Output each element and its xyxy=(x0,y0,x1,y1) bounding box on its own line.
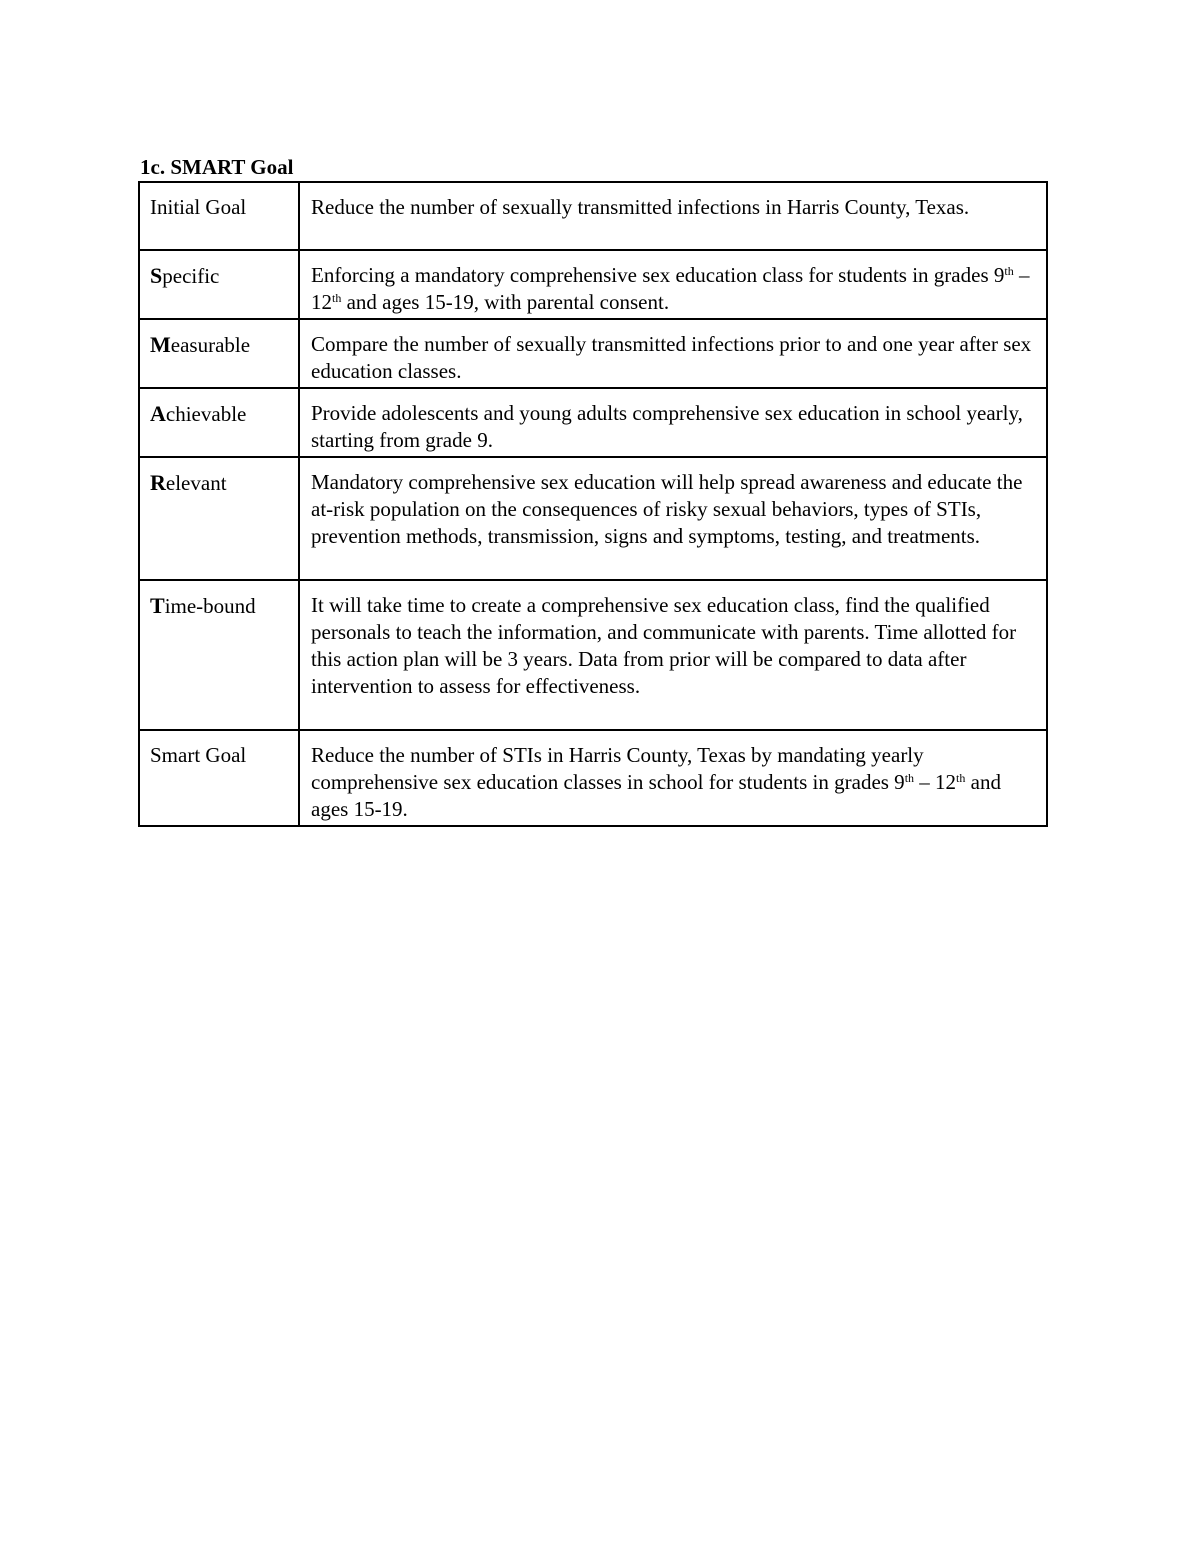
row-content-achievable: Provide adolescents and young adults comprehensive sex education in school yearly, starting from grade 9. xyxy=(299,388,1047,457)
table-row-measurable xyxy=(139,319,1047,388)
label-rest: chievable xyxy=(165,402,247,426)
row-label-achievable xyxy=(139,388,299,457)
row-content-relevant: Mandatory comprehensive sex education will help spread awareness and educate the at-risk population on the consequences of risky sexual behaviors, types of STIs, prevention methods, transmission, signs and symptoms, testing, and treatments. xyxy=(299,457,1047,580)
row-content-specific xyxy=(299,250,1047,319)
table-row-specific xyxy=(139,250,1047,319)
table-row-achievable xyxy=(139,388,1047,457)
smart-goal-table xyxy=(138,181,1048,827)
table-row-relevant xyxy=(139,457,1047,580)
label-initial-letter: M xyxy=(150,332,171,357)
label-rest: ime-bound xyxy=(164,594,256,618)
label-initial-letter: S xyxy=(150,263,163,288)
document-title: 1c. SMART Goal xyxy=(140,155,294,179)
table-row-initial-goal xyxy=(139,182,1047,250)
content-text: Reduce the number of STIs in Harris County, Texas by mandating yearly comprehensive sex education classes in school for students in grades 9 xyxy=(311,743,924,794)
table-row-smart-goal xyxy=(139,730,1047,826)
label-initial-letter: R xyxy=(150,470,166,495)
label-rest: elevant xyxy=(165,471,227,495)
row-content-time-bound: It will take time to create a comprehensive sex education class, find the qualified personals to teach the information, and communicate with parents. Time allotted for this action plan will be 3 years. Data from prior will be compared to data after intervention to assess for effectiveness. xyxy=(299,580,1047,730)
label-rest: pecific xyxy=(162,264,220,288)
row-label-smart-goal: Smart Goal xyxy=(139,730,299,826)
label-initial-letter: T xyxy=(150,593,165,618)
superscript: th xyxy=(1004,264,1014,278)
label-rest: easurable xyxy=(170,333,251,357)
superscript: th xyxy=(332,291,342,305)
row-label-time-bound xyxy=(139,580,299,730)
row-label-initial-goal: Initial Goal xyxy=(139,182,299,250)
superscript: th xyxy=(904,771,915,785)
row-label-specific xyxy=(139,250,299,319)
table-row-time-bound xyxy=(139,580,1047,730)
content-text: – 12 xyxy=(311,263,1030,314)
label-initial-letter: A xyxy=(150,401,166,426)
row-label-relevant xyxy=(139,457,299,580)
row-content-measurable: Compare the number of sexually transmitted infections prior to and one year after sex education classes. xyxy=(299,319,1047,388)
content-text: and ages 15-19, with parental consent. xyxy=(341,290,670,314)
row-content-initial-goal: Reduce the number of sexually transmitted infections in Harris County, Texas. xyxy=(299,182,1047,250)
content-text: Enforcing a mandatory comprehensive sex education class for students in grades 9 xyxy=(311,263,1005,287)
superscript: th xyxy=(956,771,966,785)
content-text: – 12 xyxy=(914,770,957,794)
content-text: and ages 15-19. xyxy=(311,770,1001,821)
row-label-measurable xyxy=(139,319,299,388)
row-content-smart-goal xyxy=(299,730,1047,826)
